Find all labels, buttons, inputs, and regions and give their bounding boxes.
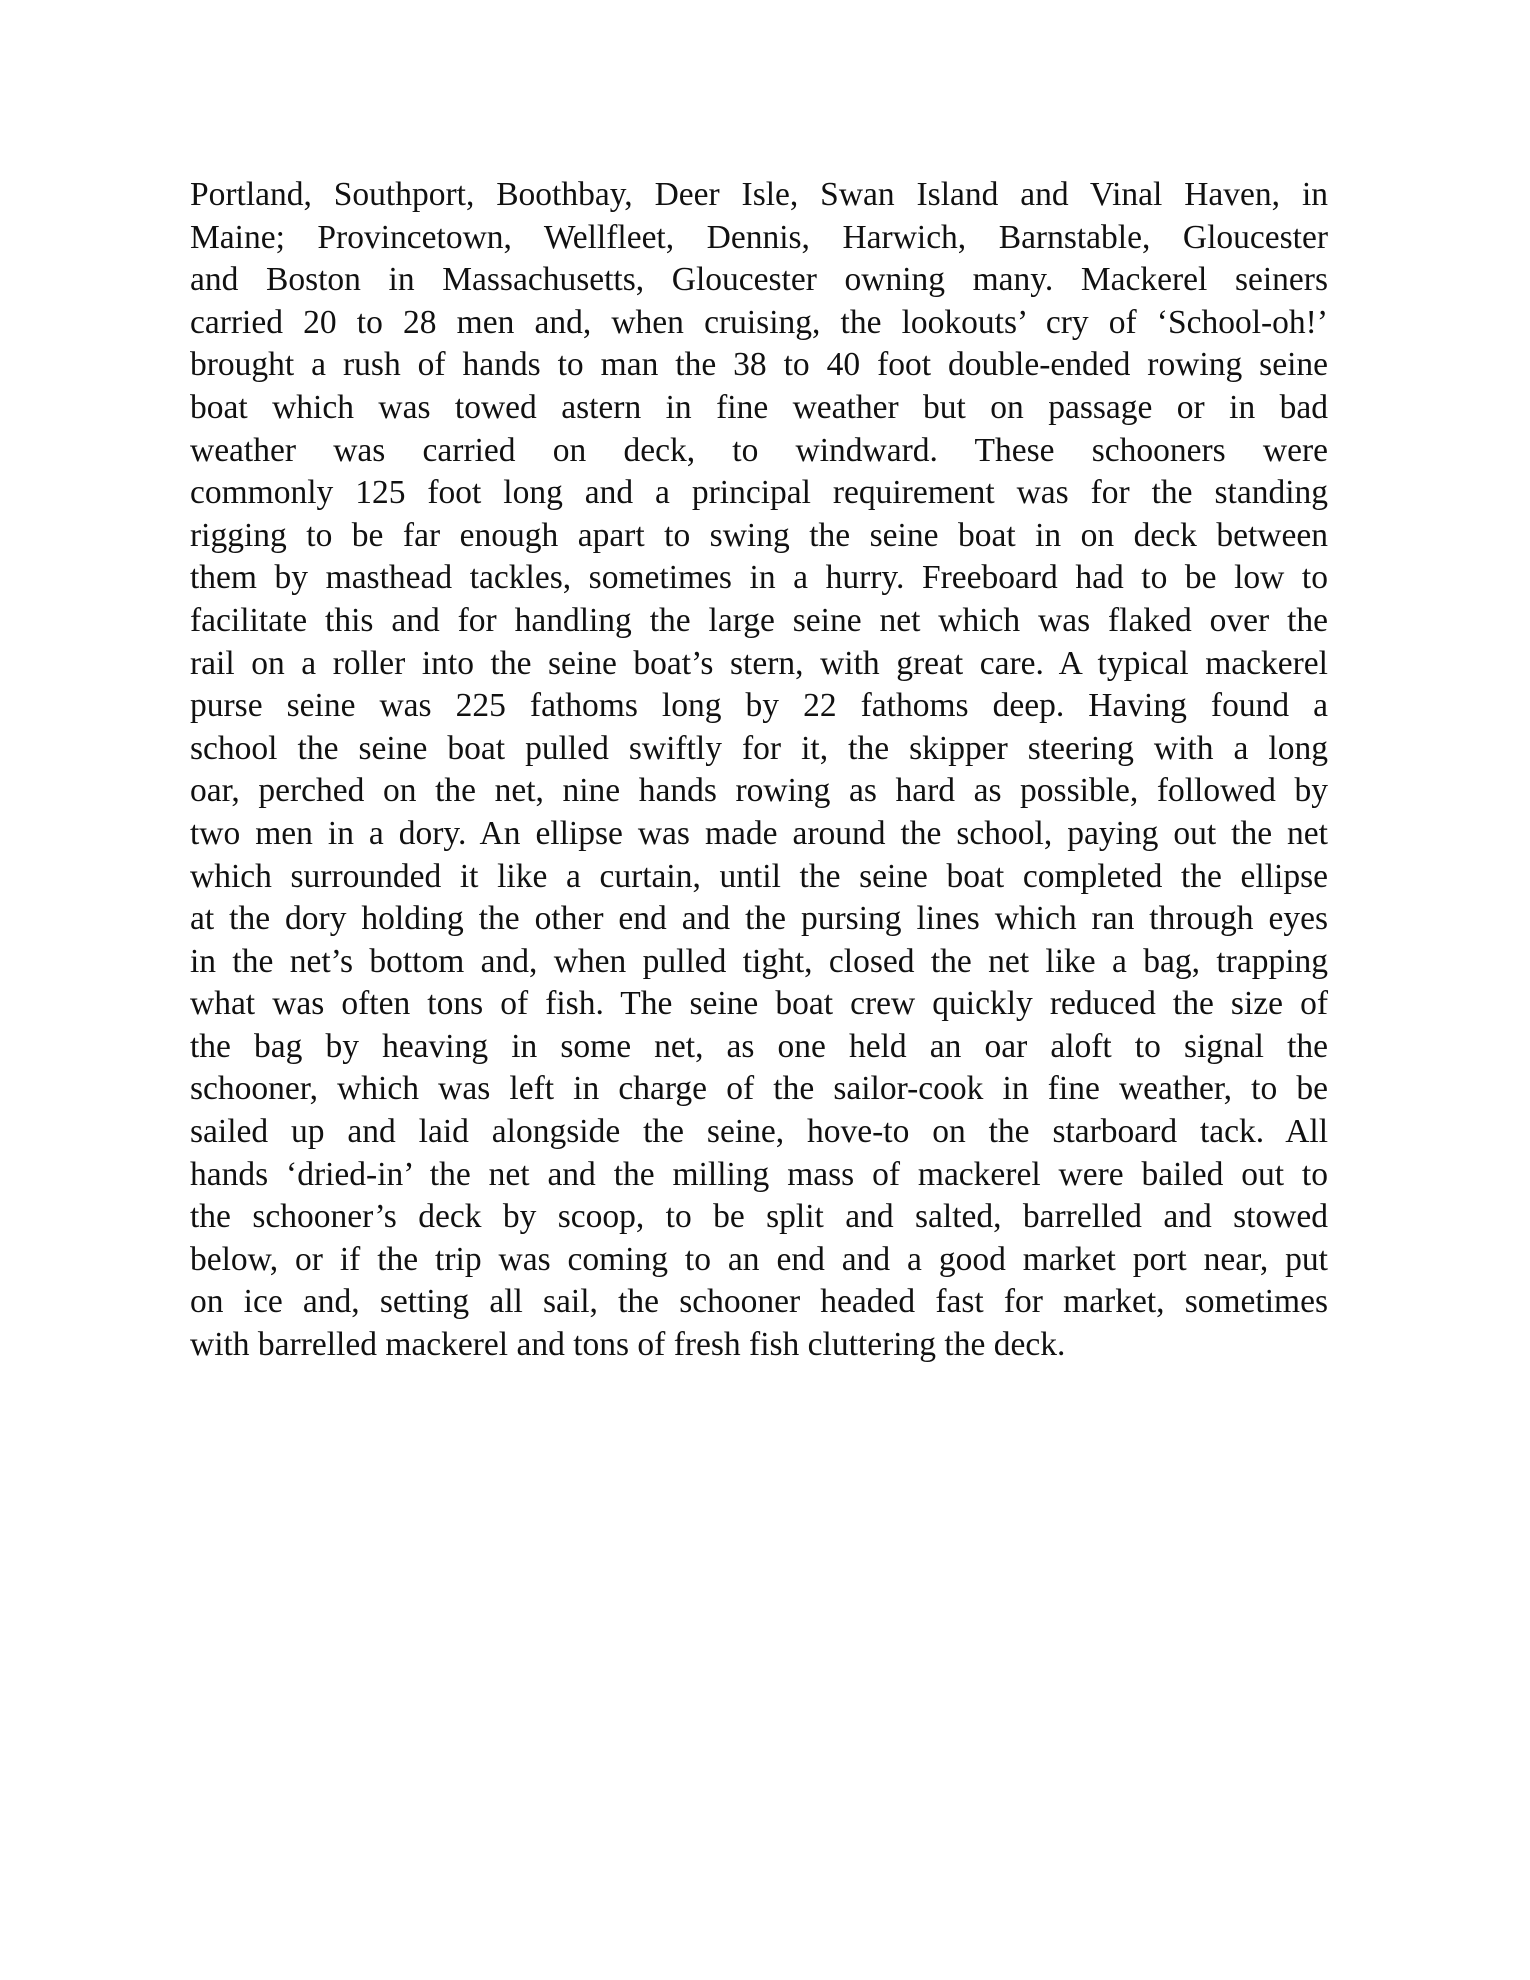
text-line: facilitate this and for handling the large seine net which was flaked over the xyxy=(190,601,1328,639)
text-line: below, or if the trip was coming to an end and a good market port near, put xyxy=(190,1240,1328,1278)
text-line: two men in a dory. An ellipse was made around the school, paying out the net xyxy=(190,814,1328,852)
text-line: on ice and, setting all sail, the schooner headed fast for market, sometimes xyxy=(190,1283,1328,1321)
text-line: schooner, which was left in charge of the sailor-cook in fine weather, to be xyxy=(190,1070,1328,1108)
text-line: the schooner’s deck by scoop, to be split and salted, barrelled and stowed xyxy=(190,1198,1328,1236)
text-line: what was often tons of fish. The seine boat crew quickly reduced the size of xyxy=(190,985,1328,1023)
text-line: at the dory holding the other end and the pursing lines which ran through eyes xyxy=(190,900,1328,938)
text-line: sailed up and laid alongside the seine, hove-to on the starboard tack. All xyxy=(190,1113,1328,1151)
text-line: Maine; Provincetown, Wellfleet, Dennis, Harwich, Barnstable, Gloucester xyxy=(190,218,1328,256)
text-line: which surrounded it like a curtain, until the seine boat completed the ellipse xyxy=(190,857,1328,895)
text-line: purse seine was 225 fathoms long by 22 fathoms deep. Having found a xyxy=(190,687,1328,725)
text-line: Portland, Southport, Boothbay, Deer Isle, Swan Island and Vinal Haven, in xyxy=(190,176,1328,213)
text-line: and Boston in Massachusetts, Gloucester owning many. Mackerel seiners xyxy=(190,261,1328,299)
body-paragraph xyxy=(190,174,1328,1367)
text-line: oar, perched on the net, nine hands rowing as hard as possible, followed by xyxy=(190,772,1328,810)
text-line: carried 20 to 28 men and, when cruising, the lookouts’ cry of ‘School-oh!’ xyxy=(190,303,1328,341)
text-line: weather was carried on deck, to windward. These schooners were xyxy=(190,431,1328,469)
text-line: rigging to be far enough apart to swing the seine boat in on deck between xyxy=(190,516,1328,554)
text-line: them by masthead tackles, sometimes in a hurry. Freeboard had to be low to xyxy=(190,559,1328,597)
text-line: rail on a roller into the seine boat’s stern, with great care. A typical mackerel xyxy=(190,644,1328,682)
text-line: school the seine boat pulled swiftly for it, the skipper steering with a long xyxy=(190,729,1328,767)
text-line: in the net’s bottom and, when pulled tight, closed the net like a bag, trapping xyxy=(190,942,1328,980)
text-line: hands ‘dried-in’ the net and the milling mass of mackerel were bailed out to xyxy=(190,1155,1328,1193)
text-line: commonly 125 foot long and a principal requirement was for the standing xyxy=(190,474,1328,512)
text-line: boat which was towed astern in fine weather but on passage or in bad xyxy=(190,388,1328,426)
text-line: with barrelled mackerel and tons of fresh fish cluttering the deck. xyxy=(190,1326,1066,1364)
text-line: the bag by heaving in some net, as one held an oar aloft to signal the xyxy=(190,1027,1328,1065)
text-line: brought a rush of hands to man the 38 to 40 foot double-ended rowing seine xyxy=(190,346,1328,384)
